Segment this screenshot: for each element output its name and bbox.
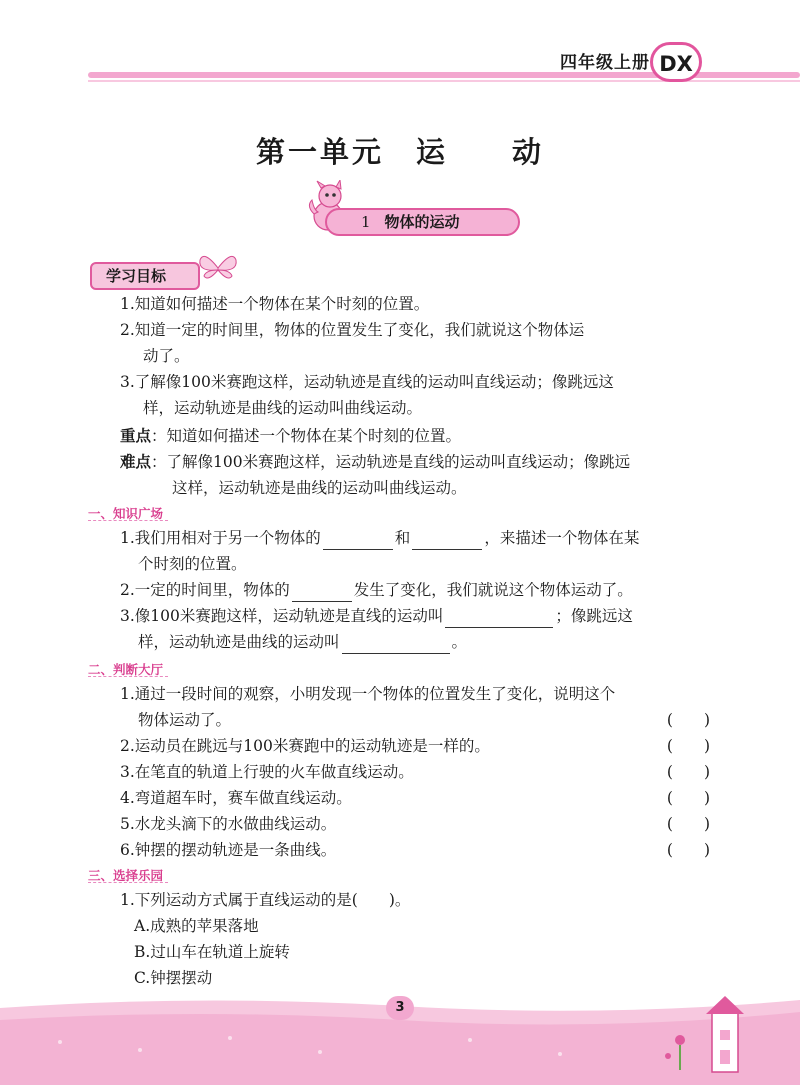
key-label: 重点 — [120, 427, 152, 445]
s1-q1-line-1 — [120, 526, 639, 550]
s2-item-1-line-1: 1.通过一段时间的观察，小明发现一个物体的位置发生了变化，说明这个 — [120, 685, 616, 703]
section-1-rule — [88, 520, 168, 522]
edition-badge: DX — [650, 42, 702, 82]
s1-q3-line-1 — [120, 604, 633, 628]
s1-q3-line-2 — [138, 630, 467, 654]
s1-q3-text-b: ；像跳远这 — [555, 607, 633, 625]
judge-answer-paren[interactable]: ( ) — [666, 737, 710, 755]
goal-3-line-1: 3.了解像100米赛跑这样，运动轨迹是直线的运动叫直线运动；像跳远这 — [120, 373, 614, 391]
answer-blank[interactable] — [323, 533, 393, 550]
goal-2-line-1: 2.知道一定的时间里，物体的位置发生了变化，我们就说这个物体运 — [120, 321, 585, 339]
goal-3-line-2: 样，运动轨迹是曲线的运动叫曲线运动。 — [143, 399, 423, 417]
butterfly-icon — [198, 250, 238, 284]
answer-blank[interactable] — [292, 585, 352, 602]
section-3-rule — [88, 882, 168, 884]
judge-answer-paren[interactable]: ( ) — [666, 789, 710, 807]
judge-answer-paren[interactable]: ( ) — [666, 763, 710, 781]
s1-q1-text-b: 和 — [394, 529, 411, 547]
page-number: 3 — [386, 996, 414, 1020]
lesson-title-banner — [325, 208, 520, 236]
s2-item-4: 4.弯道超车时，赛车做直线运动。 — [120, 789, 352, 807]
header-stripe-thin — [88, 80, 800, 82]
s1-q1-text-c: ，来描述一个物体在某 — [484, 529, 640, 547]
s1-q1-text-a: 1.我们用相对于另一个物体的 — [120, 529, 321, 547]
s1-q2-text-a: 2.一定的时间里，物体的 — [120, 581, 290, 599]
s1-q1-line-2: 个时刻的位置。 — [138, 555, 247, 573]
s2-item-1-line-2: 物体运动了。 — [138, 711, 232, 729]
section-2-rule — [88, 676, 168, 678]
goal-1: 1.知道如何描述一个物体在某个时刻的位置。 — [120, 295, 430, 313]
lesson-title: 物体的运动 — [384, 213, 460, 231]
grade-label: 四年级上册 — [560, 53, 650, 73]
hard-text-2: 这样，运动轨迹是曲线的运动叫曲线运动。 — [172, 479, 467, 497]
key-point — [120, 424, 461, 448]
s3-option-c[interactable]: C.钟摆摆动 — [134, 969, 213, 987]
hard-text-1: ：了解像100米赛跑这样，运动轨迹是直线的运动叫直线运动；像跳远 — [151, 453, 631, 471]
s2-item-2: 2.运动员在跳远与100米赛跑中的运动轨迹是一样的。 — [120, 737, 490, 755]
judge-answer-paren[interactable]: ( ) — [666, 711, 710, 729]
goal-2-line-2: 动了。 — [143, 347, 190, 365]
lesson-number: 1 — [361, 213, 371, 231]
answer-blank[interactable] — [412, 533, 482, 550]
section-1-heading: 一、知识广场 — [88, 506, 164, 521]
s1-q3-text-c: 样，运动轨迹是曲线的运动叫 — [138, 633, 340, 651]
s1-q2 — [120, 578, 633, 602]
judge-answer-paren[interactable]: ( ) — [666, 815, 710, 833]
s2-item-5: 5.水龙头滴下的水做曲线运动。 — [120, 815, 337, 833]
section-3-heading: 三、选择乐园 — [88, 868, 164, 883]
s3-option-a[interactable]: A.成熟的苹果落地 — [134, 917, 259, 935]
key-text: ：知道如何描述一个物体在某个时刻的位置。 — [151, 427, 462, 445]
s1-q3-text-a: 3.像100米赛跑这样，运动轨迹是直线的运动叫 — [120, 607, 444, 625]
s2-item-6: 6.钟摆的摆动轨迹是一条曲线。 — [120, 841, 337, 859]
judge-answer-paren[interactable]: ( ) — [666, 841, 710, 859]
s3-option-b[interactable]: B.过山车在轨道上旋转 — [134, 943, 290, 961]
answer-blank[interactable] — [445, 611, 553, 628]
goals-tag: 学习目标 — [90, 262, 200, 290]
section-2-heading: 二、判断大厅 — [88, 662, 164, 677]
answer-blank[interactable] — [342, 637, 450, 654]
unit-title: 第一单元 运 动 — [255, 135, 544, 169]
s1-q2-text-b: 发生了变化，我们就说这个物体运动了。 — [353, 581, 633, 599]
difficult-point — [120, 450, 630, 474]
s2-item-3: 3.在笔直的轨道上行驶的火车做直线运动。 — [120, 763, 414, 781]
hard-label: 难点 — [120, 453, 152, 471]
s3-question: 1.下列运动方式属于直线运动的是( )。 — [120, 891, 411, 909]
s1-q3-text-d: 。 — [451, 633, 468, 651]
